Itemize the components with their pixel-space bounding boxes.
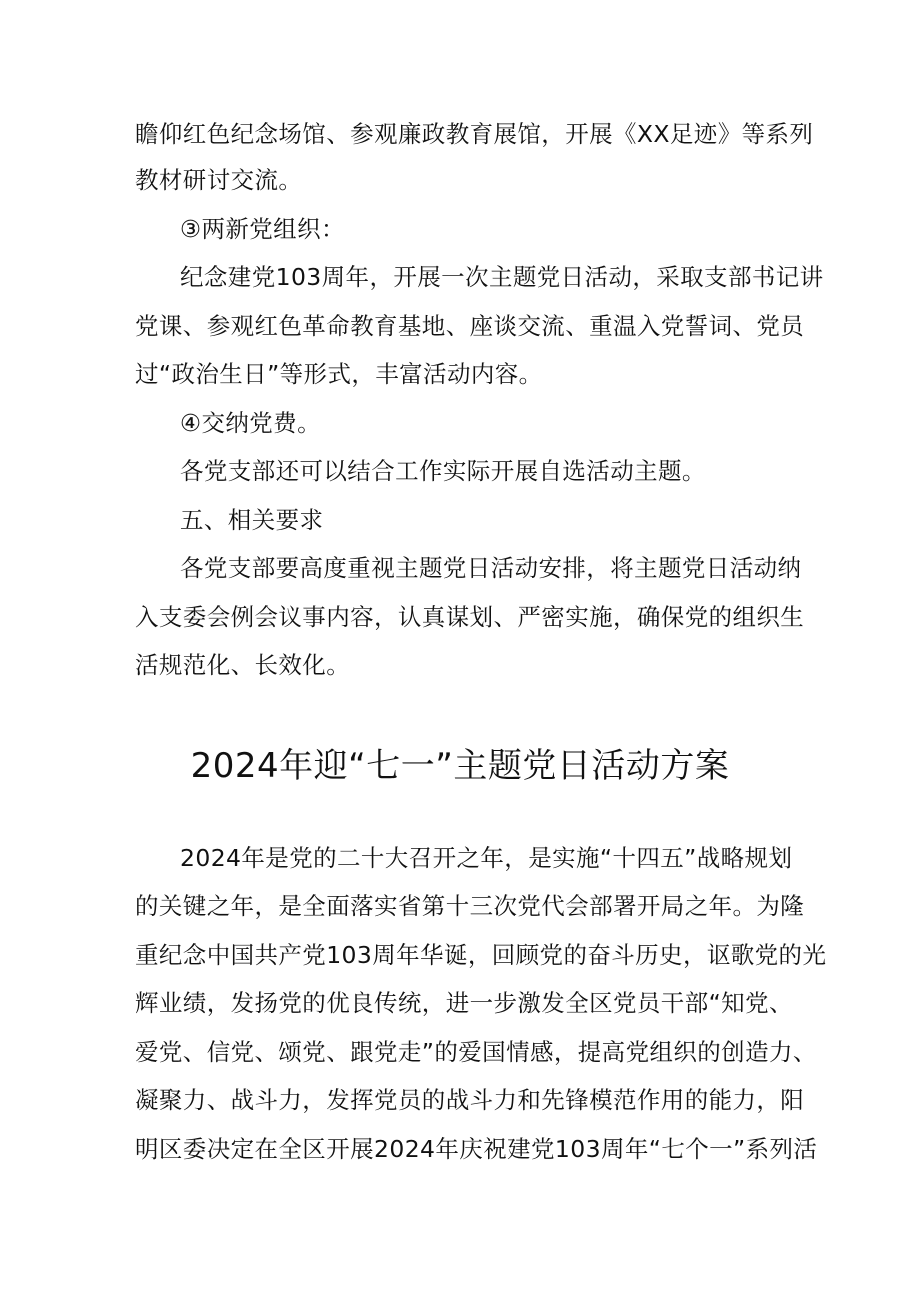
body-line: 重纪念中国共产党103周年华诞，回顾党的奋斗历史，讴歌党的光 [135, 941, 827, 969]
body-line: 的关键之年，是全面落实省第十三次党代会部署开局之年。为隆 [135, 892, 805, 920]
body-line: 教材研讨交流。 [135, 166, 303, 194]
body-line: 2024年是党的二十大召开之年，是实施“十四五”战略规划 [180, 844, 793, 872]
body-line: 过“政治生日”等形式，丰富活动内容。 [135, 360, 543, 388]
body-line: 瞻仰红色纪念场馆、参观廉政教育展馆，开展《XX足迹》等系列 [135, 120, 814, 148]
document-title: 2024年迎“七一”主题党日活动方案 [190, 746, 730, 786]
section-heading: 五、相关要求 [180, 506, 324, 534]
body-line: 纪念建党103周年，开展一次主题党日活动，采取支部书记讲 [180, 263, 824, 291]
body-line: 各党支部要高度重视主题党日活动安排，将主题党日活动纳 [180, 554, 802, 582]
body-line: 党课、参观红色革命教育基地、座谈交流、重温入党誓词、党员 [135, 312, 805, 340]
body-line: 凝聚力、战斗力，发挥党员的战斗力和先锋模范作用的能力，阳 [135, 1086, 805, 1114]
body-line: 入支委会例会议事内容，认真谋划、严密实施，确保党的组织生 [135, 603, 805, 631]
body-line: 各党支部还可以结合工作实际开展自选活动主题。 [180, 457, 706, 485]
list-item-heading: ③两新党组织： [180, 215, 345, 243]
body-line: 辉业绩，发扬党的优良传统，进一步激发全区党员干部“知党、 [135, 989, 793, 1017]
body-line: 活规范化、长效化。 [135, 651, 351, 679]
body-line: 爱党、信党、颂党、跟党走”的爱国情感，提高党组织的创造力、 [135, 1038, 817, 1066]
list-item-heading: ④交纳党费。 [180, 409, 321, 437]
body-line: 明区委决定在全区开展2024年庆祝建党103周年“七个一”系列活 [135, 1135, 818, 1163]
